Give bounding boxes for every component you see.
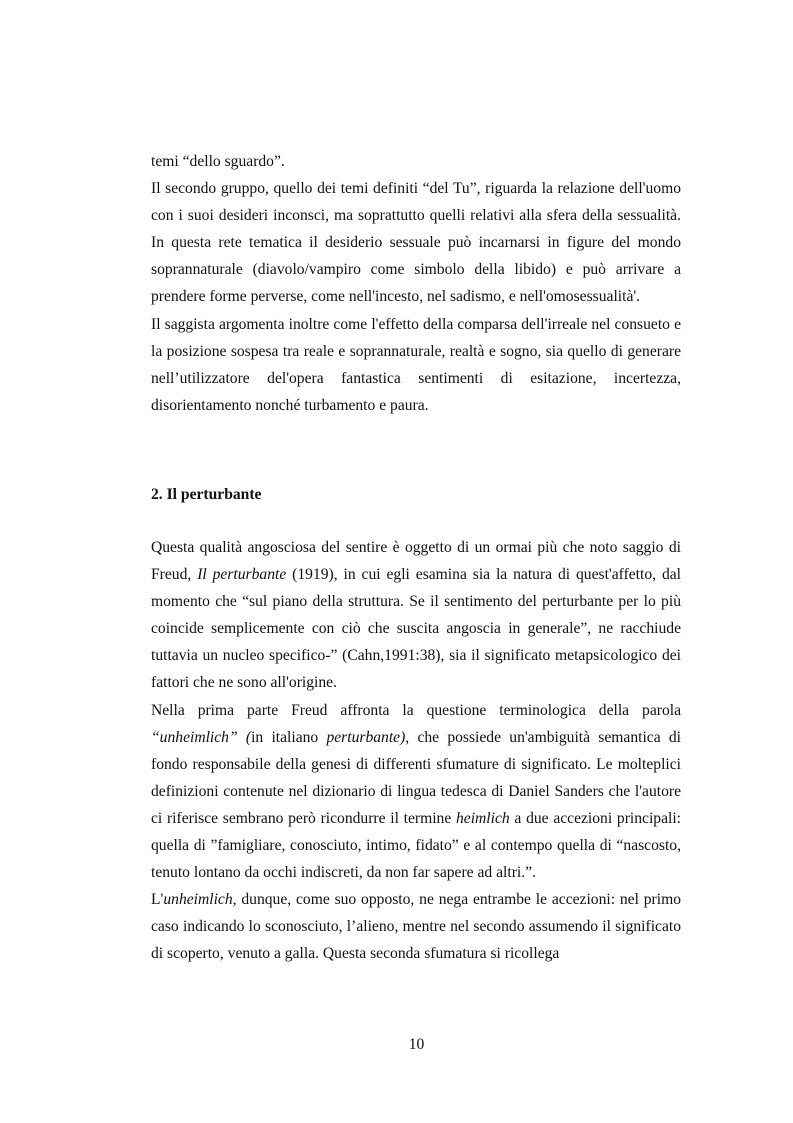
text-run: in italiano [251, 728, 327, 746]
text-run: Nella prima parte Freud affronta la questione terminologica della parola [151, 701, 681, 719]
text-run: L' [151, 891, 164, 909]
italic-translation: perturbante), [326, 728, 410, 746]
paragraph-effect: Il saggista argomenta inoltre come l'effetto della comparsa dell'irreale nel consueto e la posizione sospesa tra reale e soprannaturale, realtà e sogno, sia quello di generare nell’utilizzatore del'opera fantastica sentimenti di esitazione, incertezza, disorientamento nonché turbamento e paura. [151, 315, 681, 414]
paragraph-unheimlich [151, 886, 681, 967]
section-heading: 2. Il perturbante [151, 486, 262, 503]
paragraph-freud-essay [151, 534, 681, 697]
italic-unheimlich: unheimlich, [163, 891, 237, 909]
text-run: che possiede un'ambiguità semantica di fondo responsabile della genesi di differenti sfumature di significato. Le molteplici definizioni contenute nel dizionario di lingua tedesca di Daniel Sanders che l'autore ci riferisce sembrano però ricondurre il termine [151, 728, 681, 827]
paragraph-second-group: Il secondo gruppo, quello dei temi definiti “del Tu”, riguarda la relazione dell'uomo con i suoi desideri inconsci, ma soprattutto quelli relativi alla sfera della sessualità. In questa rete tematica il desiderio sessuale può incarnarsi in figure del mondo soprannaturale (diavolo/vampiro come simbolo della libido) e può arrivare a prendere forme perverse, come nell'incesto, nel sadismo, e nell'omosessualità'. [151, 180, 681, 306]
text-run: a due accezioni principali: quella di ”famigliare, conosciuto, intimo, fidato” e al contempo quella di “nascosto, tenuto lontano da occhi indiscreti, da non far sapere ad altri.”. [151, 809, 682, 882]
text-run: dunque, come suo opposto, ne nega entrambe le accezioni: nel primo caso indicando lo sconosciuto, l’alieno, mentre nel secondo assumendo il significato di scoperto, venuto a galla. Questa seconda sfumatura si ricollega [151, 891, 681, 963]
paragraph-terminology [151, 697, 681, 887]
italic-title: Il perturbante [197, 566, 287, 584]
italic-term: “unheimlich” ( [151, 728, 252, 746]
paragraph-group-themes [151, 148, 681, 419]
text-run: (1919), in cui egli esamina sia la natura di quest'affetto, dal momento che “sul piano della struttura. Se il sentimento del perturbante per lo più coincide semplicemente con ciò che suscita angoscia in generale”, ne racchiude tuttavia un nucleo specifico-” (Cahn,1991:38), sia il significato metapsicologico dei fattori che ne sono all'origine. [151, 566, 681, 692]
paragraph-group-perturbante [151, 534, 681, 968]
italic-heimlich: heimlich [456, 809, 510, 827]
paragraph-continuation: temi “dello sguardo”. [151, 153, 285, 170]
text-run: Questa qualità angosciosa del sentire è oggetto di un ormai più che noto saggio di Freud, [151, 539, 681, 584]
page-number: 10 [408, 1036, 425, 1053]
